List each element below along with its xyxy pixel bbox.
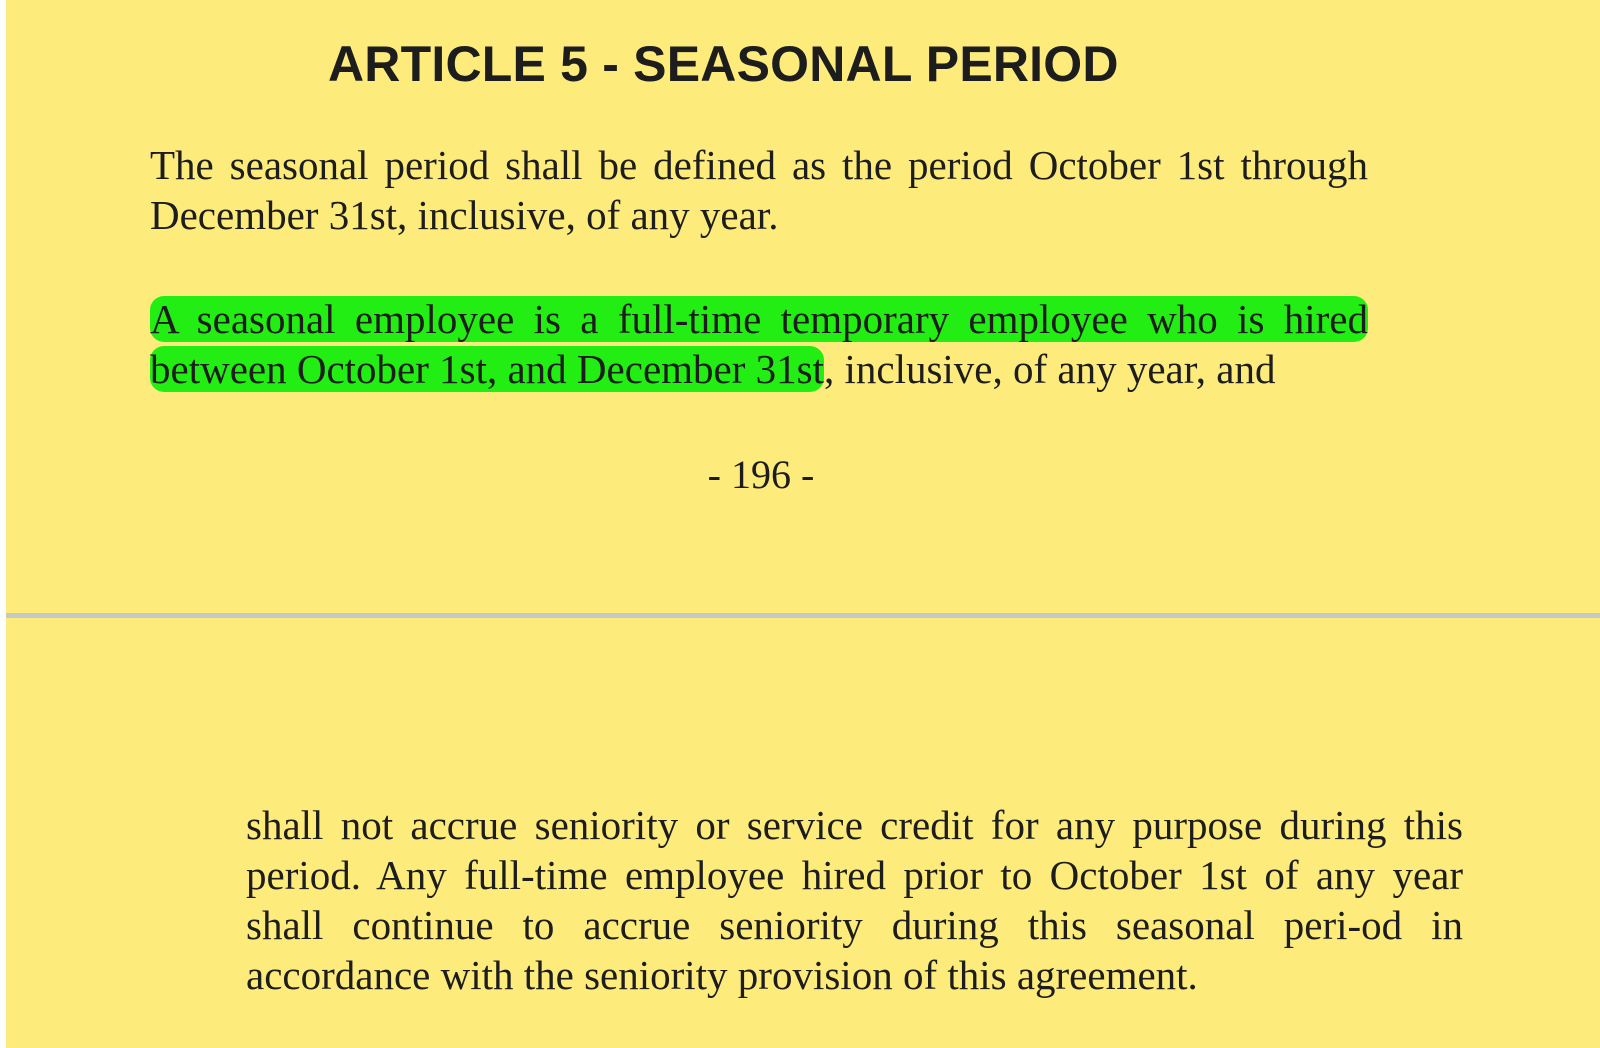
paragraph-continuation-text: , inclusive, of any year, and	[823, 346, 1276, 392]
page-number: - 196 -	[707, 452, 815, 497]
seasonal-employee-paragraph	[150, 294, 1368, 394]
article-heading: ARTICLE 5 - SEASONAL PERIOD	[328, 36, 1119, 92]
seasonal-period-definition-paragraph: The seasonal period shall be defined as the period October 1st through December 31st, inclusive, of any year.	[150, 142, 1368, 238]
text-highlight[interactable]: A seasonal employee is a full-time temporary employee who is hired between October 1st, and December 31st	[150, 296, 1368, 392]
seniority-paragraph: shall not accrue seniority or service credit for any purpose during this period. Any full-time employee hired prior to October 1st of any year shall continue to accrue seniority during this seasonal peri-od in accordance with the seniority provision of this agreement.	[246, 802, 1463, 998]
document-page-top	[6, 0, 1600, 613]
